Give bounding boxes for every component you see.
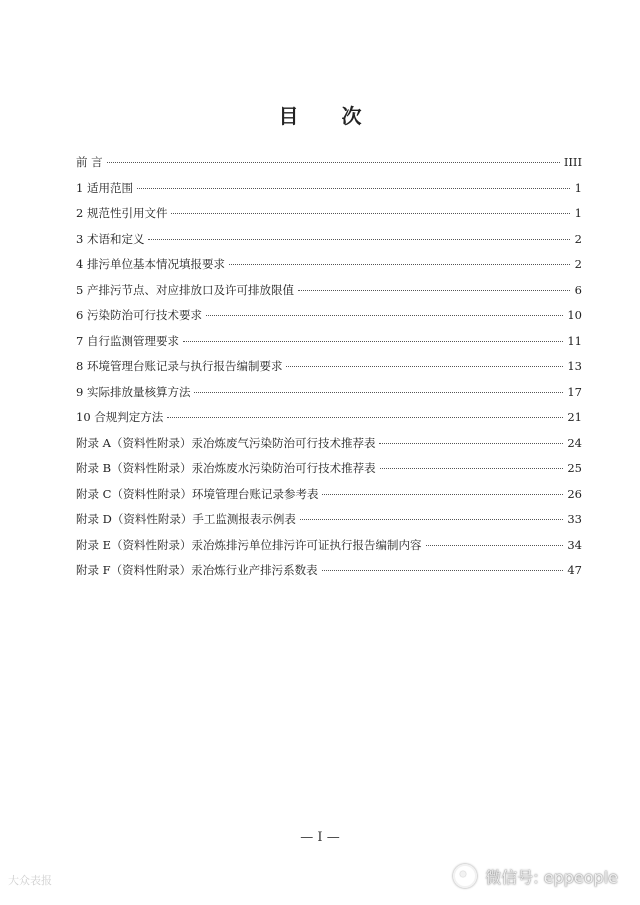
toc-entry-page: 6	[574, 282, 582, 297]
toc-entry-page: 1	[574, 206, 582, 220]
toc-entry-page: 10	[567, 308, 582, 322]
toc-entry-label: 9 实际排放量核算方法	[76, 384, 191, 399]
toc-entry-label: 3 术语和定义	[76, 231, 145, 246]
toc-leader-dots	[298, 290, 570, 291]
toc-entry-page: 24	[567, 435, 582, 450]
toc-entry-label: 1 适用范围	[76, 180, 133, 195]
toc-entry-page: 11	[567, 333, 582, 348]
toc-leader-dots	[167, 417, 563, 418]
table-of-contents	[76, 150, 582, 584]
toc-entry-label: 附录 B（资料性附录）汞冶炼废水污染防治可行技术推荐表	[76, 461, 376, 475]
toc-leader-dots	[183, 341, 563, 342]
watermark-right-text: 微信号: eppeople	[485, 867, 618, 887]
toc-entry[interactable]	[76, 380, 582, 406]
toc-entry[interactable]	[76, 176, 582, 202]
toc-entry-label: 附录 A（资料性附录）汞冶炼废气污染防治可行技术推荐表	[76, 435, 376, 450]
toc-entry-page: 34	[567, 537, 582, 552]
watermark-left: 大众表报	[8, 874, 52, 887]
toc-entry-label: 附录 C（资料性附录）环境管理台账记录参考表	[76, 486, 319, 501]
toc-entry[interactable]	[76, 533, 582, 559]
toc-entry-page: IIII	[563, 155, 582, 169]
toc-entry[interactable]	[76, 558, 582, 584]
toc-entry-page: 17	[567, 384, 582, 399]
toc-entry[interactable]	[76, 507, 582, 533]
toc-entry[interactable]	[76, 354, 582, 380]
toc-entry[interactable]	[76, 405, 582, 431]
toc-leader-dots	[380, 468, 564, 469]
toc-entry-page: 2	[574, 231, 582, 246]
toc-entry-label: 6 污染防治可行技术要求	[76, 308, 202, 322]
toc-leader-dots	[300, 519, 563, 520]
toc-entry-page: 26	[567, 486, 582, 501]
toc-entry-label: 10 合规判定方法	[76, 410, 164, 424]
toc-entry-label: 2 规范性引用文件	[76, 206, 168, 220]
toc-entry-label: 前 言	[76, 155, 103, 169]
toc-leader-dots	[206, 315, 563, 316]
toc-entry-page: 2	[574, 257, 582, 271]
watermark-right	[453, 864, 618, 888]
toc-entry-label: 附录 E（资料性附录）汞冶炼排污单位排污许可证执行报告编制内容	[76, 537, 422, 552]
toc-entry[interactable]	[76, 150, 582, 176]
toc-entry-page: 21	[567, 410, 582, 424]
toc-leader-dots	[137, 188, 570, 189]
toc-entry-page: 1	[574, 180, 582, 195]
toc-entry[interactable]	[76, 252, 582, 278]
toc-entry-page: 47	[567, 563, 582, 577]
wechat-icon	[453, 864, 477, 888]
toc-leader-dots	[322, 494, 563, 495]
toc-leader-dots	[286, 366, 563, 367]
toc-entry-page: 13	[567, 359, 582, 373]
toc-entry[interactable]	[76, 201, 582, 227]
toc-leader-dots	[171, 213, 570, 214]
toc-leader-dots	[148, 239, 570, 240]
toc-entry[interactable]	[76, 456, 582, 482]
page-number-footer: — I —	[300, 830, 340, 845]
toc-leader-dots	[322, 570, 564, 571]
toc-entry[interactable]	[76, 227, 582, 253]
toc-leader-dots	[379, 443, 563, 444]
toc-entry[interactable]	[76, 482, 582, 508]
toc-leader-dots	[426, 545, 564, 546]
toc-entry[interactable]	[76, 303, 582, 329]
toc-entry-label: 5 产排污节点、对应排放口及许可排放限值	[76, 282, 294, 297]
toc-leader-dots	[107, 162, 560, 163]
toc-leader-dots	[194, 392, 563, 393]
toc-entry[interactable]	[76, 431, 582, 457]
toc-entry-label: 8 环境管理台账记录与执行报告编制要求	[76, 359, 283, 373]
toc-entry-page: 25	[567, 461, 582, 475]
page-title: 目 次	[278, 104, 380, 128]
toc-entry-label: 附录 F（资料性附录）汞冶炼行业产排污系数表	[76, 563, 318, 577]
toc-entry[interactable]	[76, 329, 582, 355]
toc-entry-page: 33	[567, 512, 582, 526]
toc-entry-label: 4 排污单位基本情况填报要求	[76, 257, 225, 271]
toc-entry[interactable]	[76, 278, 582, 304]
toc-entry-label: 7 自行监测管理要求	[76, 333, 179, 348]
toc-leader-dots	[229, 264, 570, 265]
toc-entry-label: 附录 D（资料性附录）手工监测报表示例表	[76, 512, 296, 526]
